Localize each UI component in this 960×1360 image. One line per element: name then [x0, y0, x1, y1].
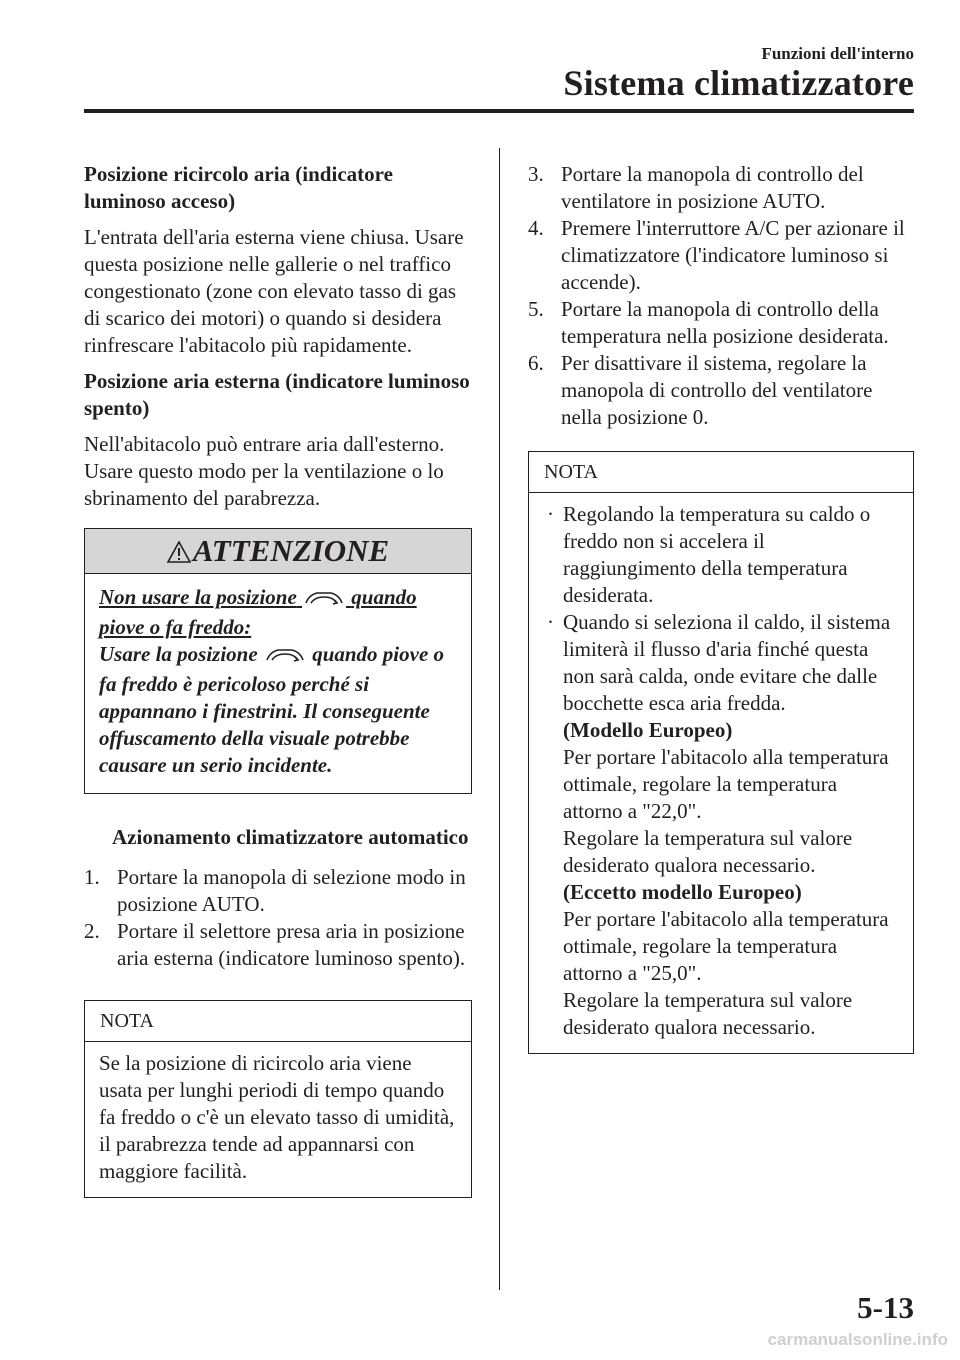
warning-box: [84, 528, 472, 794]
paragraph-outside-air: Nell'abitacolo può entrare aria dall'esterno. Usare questo modo per la ventilazione o lo sbrinamento del parabrezza.: [84, 432, 445, 510]
warning-triangle-icon: [167, 531, 191, 575]
model-other-text-2: Regolare la temperatura sul valore desiderato qualora necessario.: [563, 988, 853, 1039]
list-item: [528, 296, 914, 350]
step-text: Portare la manopola di controllo del ventilatore in posizione AUTO.: [561, 162, 864, 213]
list-item: [528, 215, 914, 296]
note-box-right: [528, 451, 914, 1054]
note-bullet: [543, 501, 899, 609]
step-number: 1.: [84, 865, 100, 889]
warning-header: [85, 529, 471, 574]
step-number: 3.: [528, 162, 544, 186]
note-bullet: [543, 609, 899, 1041]
list-item: [528, 161, 914, 215]
note-body: [529, 493, 913, 1053]
step-number: 5.: [528, 297, 544, 321]
column-divider: [499, 148, 500, 1290]
bullet-dot: ·: [547, 610, 554, 634]
model-eu-label: (Modello Europeo): [563, 718, 733, 742]
heading-outside-air: Posizione aria esterna (indicatore luminoso spento): [84, 369, 470, 420]
list-item: [528, 350, 914, 431]
model-other-text: Per portare l'abitacolo alla temperatura ottimale, regolare la temperatura attorno a "25,0".: [563, 907, 889, 985]
warning-title: ATTENZIONE: [192, 533, 390, 568]
model-eu-text: Per portare l'abitacolo alla temperatura ottimale, regolare la temperatura attorno a "22,0".: [563, 745, 889, 823]
page-number: 5-13: [857, 1290, 914, 1325]
list-item: [84, 918, 472, 972]
note-box-left: [84, 1000, 472, 1198]
bullet-text: Regolando la temperatura su caldo o freddo non si accelera il raggiungimento della temperatura desiderata.: [563, 502, 871, 607]
recirculation-car-icon: [303, 587, 345, 614]
warning-line-1-end: quando piove o fa freddo:: [99, 585, 417, 639]
step-text: Per disattivare il sistema, regolare la manopola di controllo del ventilatore nella posizione 0.: [561, 351, 873, 429]
header-section-label: Funzioni dell'interno: [761, 44, 914, 63]
warning-line-2-start: Usare la posizione: [99, 642, 258, 666]
header-rule: [84, 109, 914, 113]
warning-line-1: [99, 584, 457, 641]
list-item: [84, 864, 472, 918]
warning-line-1-start: Non usare la posizione: [99, 585, 297, 609]
step-number: 6.: [528, 351, 544, 375]
bullet-dot: ·: [547, 502, 554, 526]
steps-list-left: [84, 864, 472, 972]
subheading-auto-climate: Azionamento climatizzatore automatico: [112, 825, 469, 849]
right-column: [528, 161, 914, 1054]
step-text: Premere l'interruttore A/C per azionare il climatizzatore (l'indicatore luminoso si accende).: [561, 216, 905, 294]
steps-list-right: [528, 161, 914, 431]
step-text: Portare il selettore presa aria in posizione aria esterna (indicatore luminoso spento).: [117, 919, 466, 970]
model-eu-text-2: Regolare la temperatura sul valore desiderato qualora necessario.: [563, 826, 853, 877]
left-column: [84, 161, 472, 1198]
step-number: 2.: [84, 919, 100, 943]
heading-recirculation: Posizione ricircolo aria (indicatore luminoso acceso): [84, 162, 393, 213]
bullet-text: Quando si seleziona il caldo, il sistema limiterà il flusso d'aria finché questa non sarà calda, onde evitare che dalle bocchette esca aria fredda.: [563, 610, 891, 715]
page-title: Sistema climatizzatore: [563, 63, 914, 103]
step-number: 4.: [528, 216, 544, 240]
warning-line-2: [99, 641, 457, 779]
step-text: Portare la manopola di selezione modo in posizione AUTO.: [117, 865, 466, 916]
note-header: NOTA: [85, 1001, 471, 1042]
note-body: Se la posizione di ricircolo aria viene usata per lunghi periodi di tempo quando fa freddo o c'è un elevato tasso di umidità, il parabrezza tende ad appannarsi con maggiore facilità.: [99, 1051, 455, 1183]
warning-body: [85, 574, 471, 793]
recirculation-car-icon: [264, 644, 306, 671]
paragraph-recirculation: L'entrata dell'aria esterna viene chiusa. Usare questa posizione nelle gallerie o nel traffico congestionato (zone con elevato tasso di gas di scarico dei motori) o quando si desidera rinfrescare l'abitacolo più rapidamente.: [84, 225, 464, 357]
note-header: NOTA: [529, 452, 913, 493]
warning-line-2-end: quando piove o fa freddo è pericoloso perché si appannano i finestrini. Il conseguente offuscamento della visuale potrebbe causare un serio incidente.: [99, 642, 445, 777]
step-text: Portare la manopola di controllo della temperatura nella posizione desiderata.: [561, 297, 889, 348]
model-other-label: (Eccetto modello Europeo): [563, 880, 802, 904]
watermark: carmanualsonline.info: [767, 1330, 948, 1349]
